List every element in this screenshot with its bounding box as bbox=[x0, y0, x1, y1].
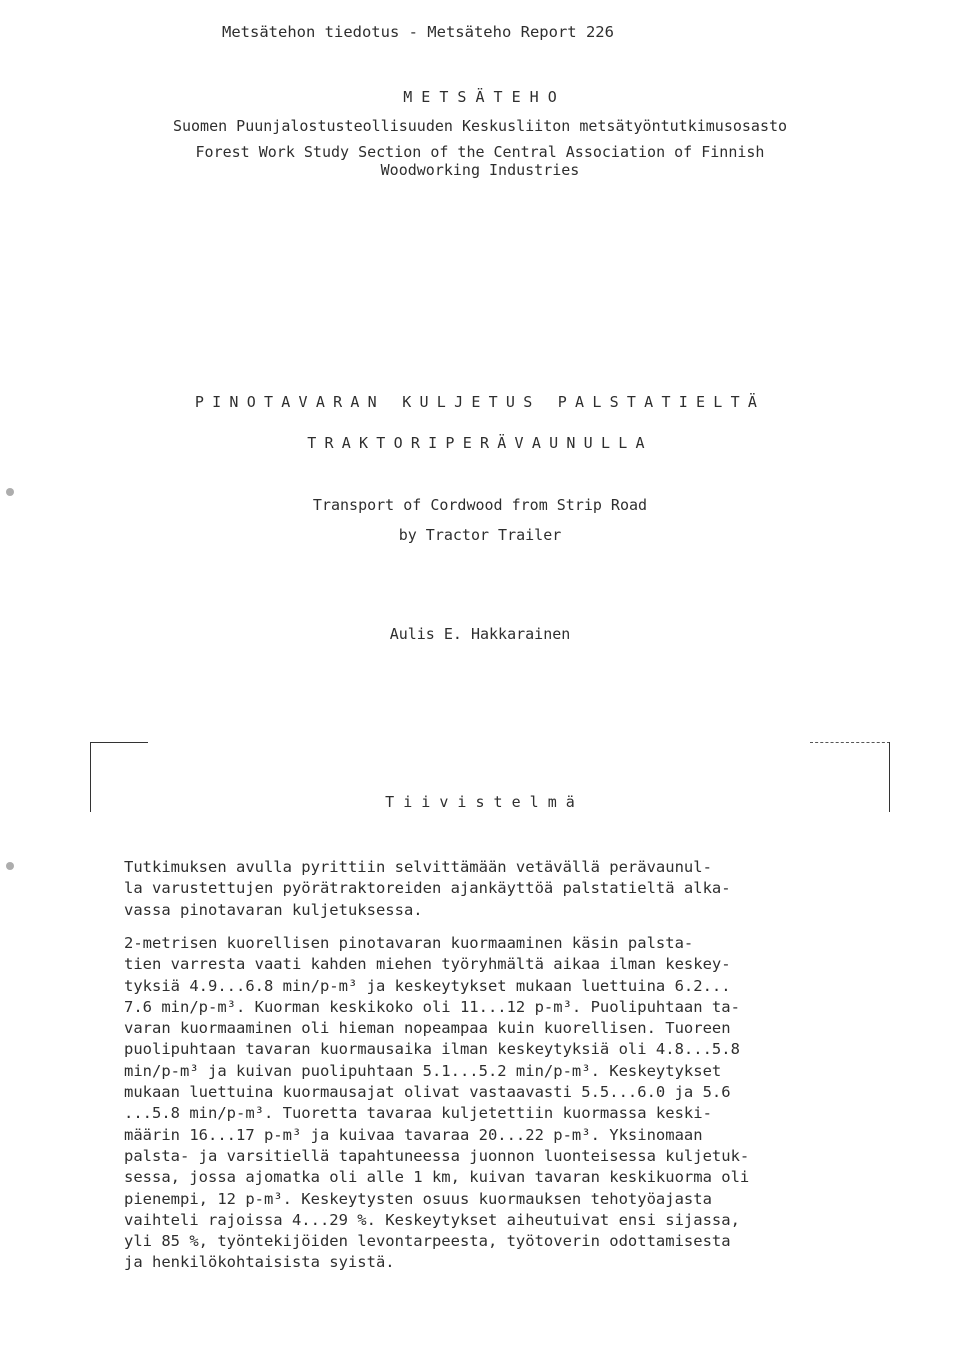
title-english-line-1: Transport of Cordwood from Strip Road bbox=[312, 496, 648, 514]
paragraph-line: tien varresta vaati kahden miehen työryhmältä aikaa ilman keskey- bbox=[124, 955, 731, 974]
org-name-finnish: Suomen Puunjalostusteollisuuden Keskusliiton metsätyöntutkimusosasto bbox=[172, 117, 788, 135]
paragraph-line: 7.6 min/p-m³. Kuorman keskikoko oli 11...12 p-m³. Puolipuhtaan ta- bbox=[124, 997, 740, 1016]
summary-heading: T i i v i s t e l m ä bbox=[385, 793, 575, 811]
title-finnish-line-1: PINOTAVARAN KULJETUS PALSTATIELTÄ bbox=[194, 393, 766, 411]
bracket-right-top bbox=[810, 742, 890, 743]
summary-paragraph-1 bbox=[124, 857, 844, 921]
org-name: M E T S Ä T E H O bbox=[403, 88, 557, 106]
title-finnish-line-2: TRAKTORIPERÄVAUNULLA bbox=[307, 434, 653, 452]
paragraph-line: määrin 16...17 p-m³ ja kuivaa tavaraa 20...22 p-m³. Yksinomaan bbox=[124, 1125, 703, 1144]
paragraph-line: min/p-m³ ja kuivan puolipuhtaan 5.1...5.2 min/p-m³. Keskeytykset bbox=[124, 1061, 722, 1080]
paragraph-line: vassa pinotavaran kuljetuksessa. bbox=[124, 900, 423, 919]
paragraph-line: yli 85 %, työntekijöiden levontarpeesta, työtoverin odottamisesta bbox=[124, 1232, 731, 1251]
paragraph-line: 2-metrisen kuorellisen pinotavaran kuormaaminen käsin palsta- bbox=[124, 934, 694, 952]
paragraph-line: vaihteli rajoissa 4...29 %. Keskeytykset aiheutuivat ensi sijassa, bbox=[124, 1210, 740, 1229]
paragraph-line: ja henkilökohtaisista syistä. bbox=[124, 1253, 395, 1272]
author: Aulis E. Hakkarainen bbox=[389, 625, 571, 643]
title-english-line-2: by Tractor Trailer bbox=[398, 526, 562, 544]
paragraph-line: puolipuhtaan tavaran kuormausaika ilman keskeytyksiä oli 4.8...5.8 bbox=[124, 1040, 740, 1059]
paragraph-line: mukaan luettuina kuormausajat olivat vastaavasti 5.5...6.0 ja 5.6 bbox=[124, 1083, 731, 1102]
org-name-english-line-2: Woodworking Industries bbox=[380, 161, 580, 179]
paragraph-line: Tutkimuksen avulla pyrittiin selvittämään vetävällä perävaunul- bbox=[124, 858, 712, 876]
paragraph-line: pienempi, 12 p-m³. Keskeytysten osuus kuormauksen tehotyöajasta bbox=[124, 1189, 712, 1208]
org-name-english-line-1: Forest Work Study Section of the Central Association of Finnish bbox=[195, 143, 765, 161]
paragraph-line: la varustettujen pyörätraktoreiden ajankäyttöä palstatieltä alka- bbox=[124, 879, 731, 898]
paragraph-line: tyksiä 4.9...6.8 min/p-m³ ja keskeytykset mukaan luettuina 6.2... bbox=[124, 976, 731, 995]
bracket-left-top bbox=[90, 742, 148, 743]
summary-paragraph-2 bbox=[124, 933, 844, 1274]
scan-artifact bbox=[6, 488, 14, 496]
paragraph-line: palsta- ja varsitiellä tapahtuneessa juonnon luonteisessa kuljetuk- bbox=[124, 1146, 750, 1165]
scan-artifact bbox=[6, 862, 14, 870]
paragraph-line: sessa, jossa ajomatka oli alle 1 km, kuivan tavaran keskikuorma oli bbox=[124, 1168, 750, 1187]
paragraph-line: varan kuormaaminen oli hieman nopeampaa kuin kuorellisen. Tuoreen bbox=[124, 1019, 731, 1038]
report-line: Metsätehon tiedotus - Metsäteho Report 226 bbox=[222, 23, 614, 41]
paragraph-line: ...5.8 min/p-m³. Tuoretta tavaraa kuljetettiin kuormassa keski- bbox=[124, 1104, 712, 1123]
